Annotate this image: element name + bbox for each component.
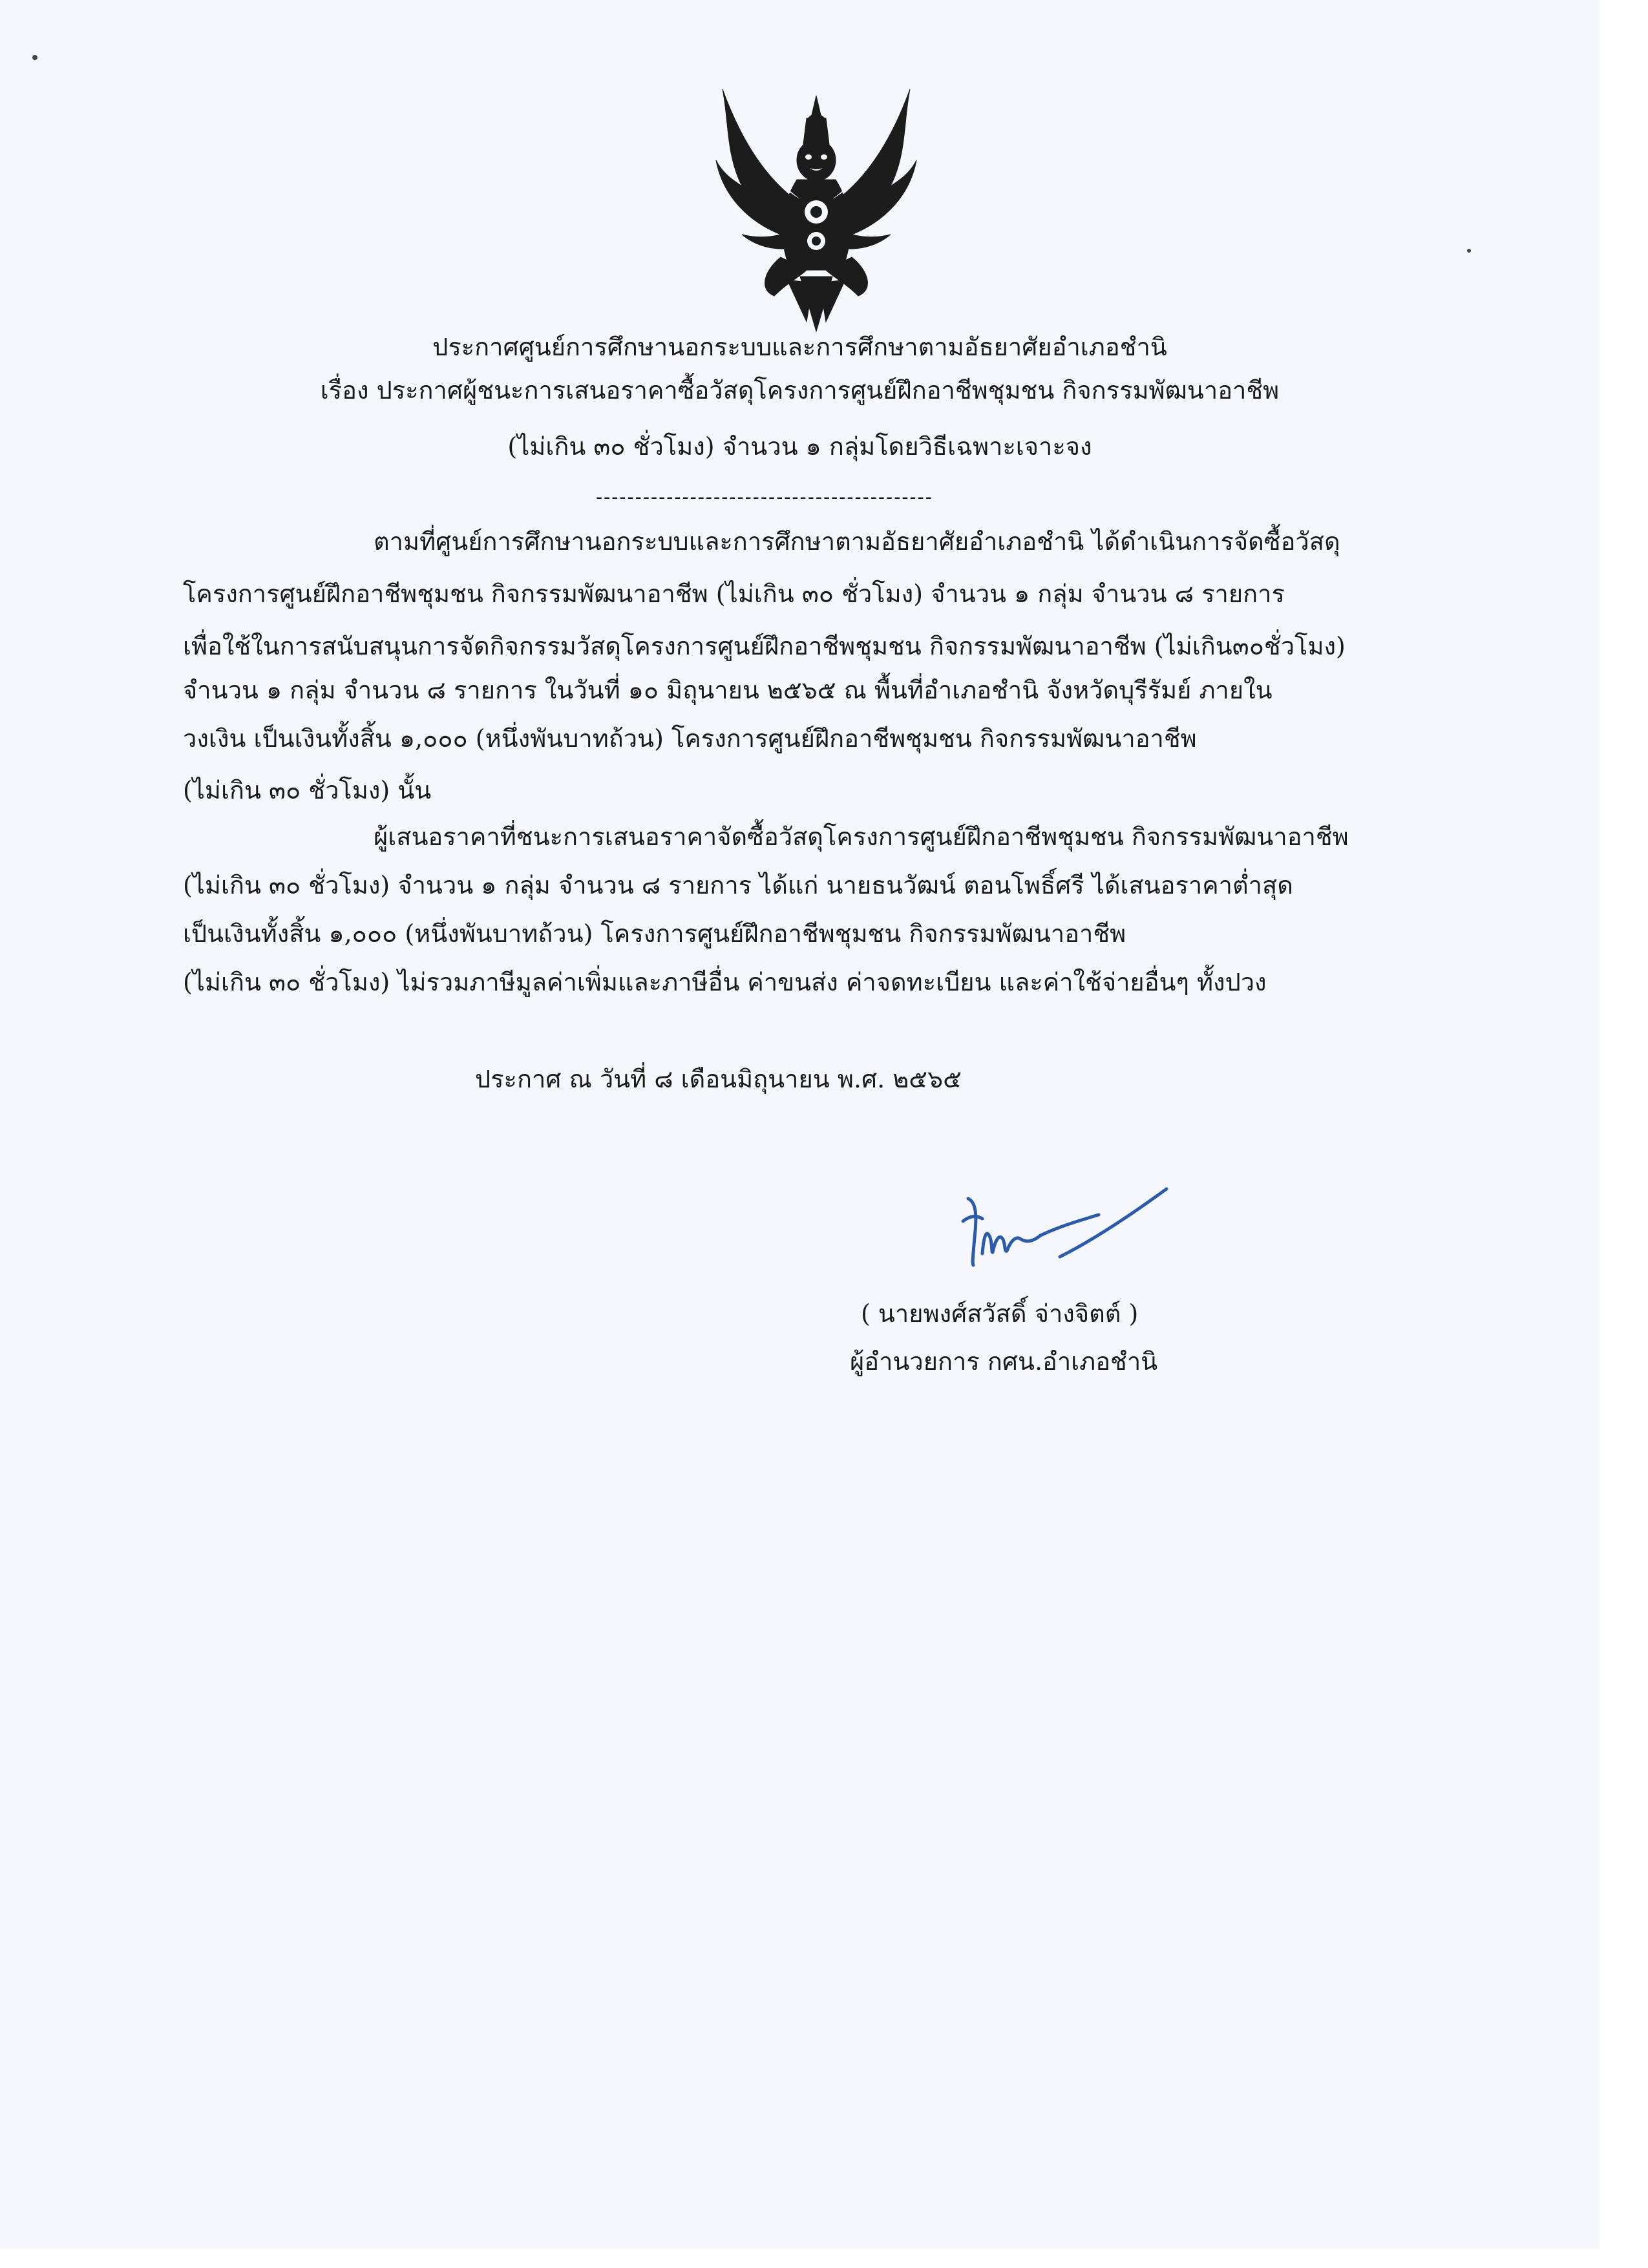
body-para2-line: (ไม่เกิน ๓๐ ชั่วโมง) จำนวน ๑ กลุ่ม จำนวน ๘ รายการ ได้แก่ นายธนวัฒน์ ตอนโพธิ์ศรี ได้เสนอราคาต่ำสุด [183, 871, 1293, 899]
body-para1-line: จำนวน ๑ กลุ่ม จำนวน ๘ รายการ ในวันที่ ๑๐ มิถุนายน ๒๕๖๕ ณ พื้นที่อำเภอชำนิ จังหวัดบุรีรัมย์ ภายใน [183, 676, 1273, 704]
announcement-date: ประกาศ ณ วันที่ ๘ เดือนมิถุนายน พ.ศ. ๒๕๖๕ [475, 1065, 962, 1093]
signer-name: ( นายพงศ์สวัสดิ์ จ่างจิตต์ ) [861, 1299, 1139, 1328]
header-line-3: (ไม่เกิน ๓๐ ชั่วโมง) จำนวน ๑ กลุ่มโดยวิธีเฉพาะเจาะจง [507, 432, 1092, 461]
header-divider: ------------------------------------------- [596, 486, 933, 509]
body-para1-line: (ไม่เกิน ๓๐ ชั่วโมง) นั้น [183, 776, 432, 804]
body-para1-line: ตามที่ศูนย์การศึกษานอกระบบและการศึกษาตามอัธยาศัยอำเภอชำนิ ได้ดำเนินการจัดซื้อวัสดุ [374, 527, 1340, 556]
scan-margin-right [1600, 0, 1648, 2268]
body-para2-line: (ไม่เกิน ๓๐ ชั่วโมง) ไม่รวมภาษีมูลค่าเพิ่มและภาษีอื่น ค่าขนส่ง ค่าจดทะเบียน และค่าใช้จ่ายอื่นๆ ทั้งปวง [183, 968, 1267, 996]
garuda-emblem-icon [703, 83, 929, 335]
body-para1-line: วงเงิน เป็นเงินทั้งสิ้น ๑,๐๐๐ (หนึ่งพันบาทถ้วน) โครงการศูนย์ฝึกอาชีพชุมชน กิจกรรมพัฒนาอาชีพ [183, 724, 1197, 753]
signer-position: ผู้อำนวยการ กศน.อำเภอชำนิ [850, 1347, 1158, 1376]
scan-speck [32, 55, 37, 60]
signature-icon [937, 1176, 1183, 1279]
body-para1-line: เพื่อใช้ในการสนับสนุนการจัดกิจกรรมวัสดุโครงการศูนย์ฝึกอาชีพชุมชน กิจกรรมพัฒนาอาชีพ (ไม่เกิน๓๐ชั่วโมง) [183, 632, 1346, 660]
header-line-1: ประกาศศูนย์การศึกษานอกระบบและการศึกษาตามอัธยาศัยอำเภอชำนิ [432, 333, 1167, 361]
body-para2-line: ผู้เสนอราคาที่ชนะการเสนอราคาจัดซื้อวัสดุโครงการศูนย์ฝึกอาชีพชุมชน กิจกรรมพัฒนาอาชีพ [374, 823, 1349, 851]
scan-margin-bottom [0, 2249, 1648, 2268]
body-para1-line: โครงการศูนย์ฝึกอาชีพชุมชน กิจกรรมพัฒนาอาชีพ (ไม่เกิน ๓๐ ชั่วโมง) จำนวน ๑ กลุ่ม จำนวน ๘ รายการ [183, 580, 1285, 608]
scan-speck [1467, 249, 1471, 253]
header-subject-line: เรื่อง ประกาศผู้ชนะการเสนอราคาซื้อวัสดุโครงการศูนย์ฝึกอาชีพชุมชน กิจกรรมพัฒนาอาชีพ [320, 376, 1280, 404]
body-para2-line: เป็นเงินทั้งสิ้น ๑,๐๐๐ (หนึ่งพันบาทถ้วน) โครงการศูนย์ฝึกอาชีพชุมชน กิจกรรมพัฒนาอาชีพ [183, 919, 1126, 948]
